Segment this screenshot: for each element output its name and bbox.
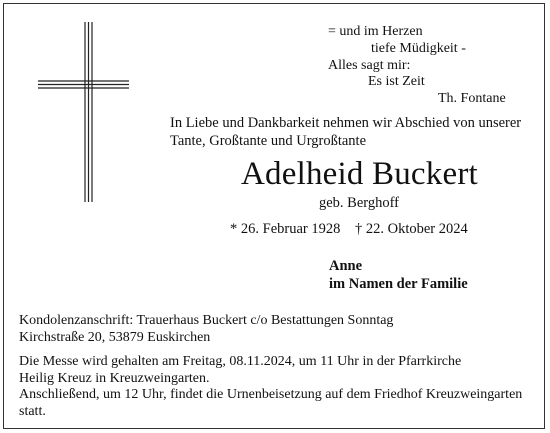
service-line-1: Die Messe wird gehalten am Freitag, 08.11.2024, um 11 Uhr in der Pfarrkirche (19, 354, 462, 369)
intro-line-2: Tante, Großtante und Urgroßtante (170, 133, 367, 149)
service-line-2: Heilig Kreuz in Kreuzweingarten. (19, 371, 210, 386)
poem-line-3: Alles sagt mir: (328, 58, 411, 73)
family-note: im Namen der Familie (329, 276, 468, 292)
service-line-4: statt. (19, 404, 46, 419)
poem-line-2: tiefe Müdigkeit - (371, 41, 466, 56)
poem-author: Th. Fontane (438, 91, 506, 106)
birth-date: * 26. Februar 1928 (230, 221, 341, 237)
maiden-name: geb. Berghoff (319, 195, 400, 211)
condolence-line-2: Kirchstraße 20, 53879 Euskirchen (19, 330, 211, 345)
family-name: Anne (329, 258, 363, 274)
intro-line-1: In Liebe und Dankbarkeit nehmen wir Abschied von unserer (170, 115, 522, 131)
poem-line-4: Es ist Zeit (368, 74, 425, 89)
service-line-3: Anschließend, um 12 Uhr, findet die Urnenbeisetzung auf dem Friedhof Kreuzweingarten (19, 387, 523, 402)
deceased-name: Adelheid Buckert (241, 156, 478, 192)
condolence-line-1: Kondolenzanschrift: Trauerhaus Buckert c/o Bestattungen Sonntag (19, 313, 394, 328)
poem-line-1: = und im Herzen (328, 24, 423, 39)
death-date: † 22. Oktober 2024 (355, 221, 468, 237)
